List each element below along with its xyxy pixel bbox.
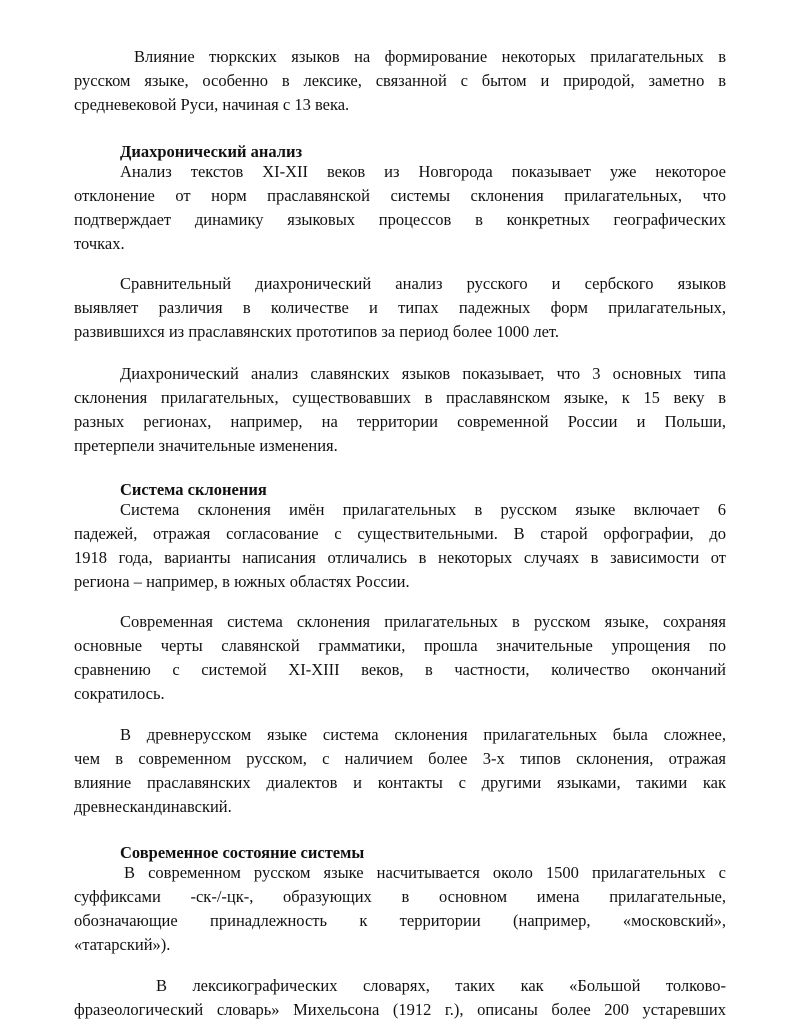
text-line: Влияние тюркских языков на формирование некоторых прилагательных в xyxy=(134,47,726,66)
text-line: Анализ текстов XI-XII веков из Новгорода показывает уже некоторое xyxy=(120,162,726,181)
text-line: фразеологический словарь» Михельсона (1912 г.), описаны более 200 устаревших xyxy=(74,1000,726,1019)
text-line: точках. xyxy=(74,234,125,253)
text-line: региона – например, в южных областях России. xyxy=(74,572,410,591)
text-line: сравнению с системой XI-XIII веков, в частности, количество окончаний xyxy=(74,660,726,679)
text-line: Современная система склонения прилагательных в русском языке, сохраняя xyxy=(120,612,726,631)
text-line: русском языке, особенно в лексике, связанной с бытом и природой, заметно в xyxy=(74,71,726,90)
text-line: отклонение от норм праславянской системы склонения прилагательных, что xyxy=(74,186,726,205)
section-heading: Система склонения xyxy=(120,480,267,499)
text-line: Система склонения имён прилагательных в русском языке включает 6 xyxy=(120,500,726,519)
text-line: «татарский»). xyxy=(74,935,171,954)
text-line: древнескандинавский. xyxy=(74,797,232,816)
text-line: склонения прилагательных, существовавших в праславянском языке, к 15 веку в xyxy=(74,388,726,407)
text-line: выявляет различия в количестве и типах падежных форм прилагательных, xyxy=(74,298,726,317)
text-line: В современном русском языке насчитывается около 1500 прилагательных с xyxy=(124,863,726,882)
text-line: подтверждает динамику языковых процессов в конкретных географических xyxy=(74,210,726,229)
text-line: суффиксами -ск-/-цк-, образующих в основном имена прилагательные, xyxy=(74,887,726,906)
text-line: обозначающие принадлежность к территории (например, «московский», xyxy=(74,911,726,930)
text-line: В древнерусском языке система склонения прилагательных была сложнее, xyxy=(120,725,726,744)
text-line: В лексикографических словарях, таких как «Большой толково- xyxy=(156,976,726,995)
text-line: чем в современном русском, с наличием более 3-х типов склонения, отражая xyxy=(74,749,726,768)
text-line: основные черты славянской грамматики, прошла значительные упрощения по xyxy=(74,636,726,655)
text-line: разных регионах, например, на территории современной России и Польши, xyxy=(74,412,726,431)
section-heading: Диахронический анализ xyxy=(120,142,303,161)
text-line: Диахронический анализ славянских языков показывает, что 3 основных типа xyxy=(120,364,726,383)
text-line: развившихся из праславянских прототипов за период более 1000 лет. xyxy=(74,322,560,341)
text-line: падежей, отражая согласование с существительными. В старой орфографии, до xyxy=(74,524,726,543)
text-line: 1918 года, варианты написания отличались в некоторых случаях в зависимости от xyxy=(74,548,726,567)
section-heading: Современное состояние системы xyxy=(120,843,365,862)
text-line: средневековой Руси, начиная с 13 века. xyxy=(74,95,350,114)
text-line: претерпели значительные изменения. xyxy=(74,436,338,455)
text-line: влияние праславянских диалектов и контакты с другими языками, такими как xyxy=(74,773,726,792)
text-line: сократилось. xyxy=(74,684,165,703)
text-line: Сравнительный диахронический анализ русского и сербского языков xyxy=(120,274,726,293)
